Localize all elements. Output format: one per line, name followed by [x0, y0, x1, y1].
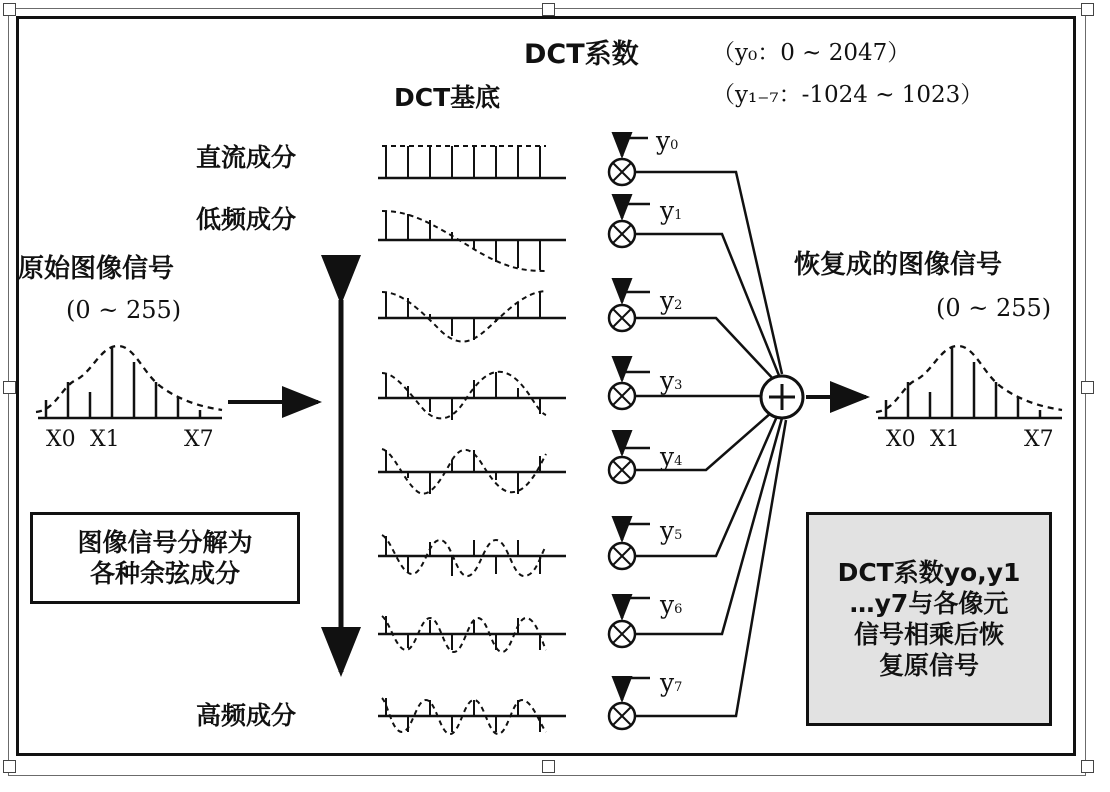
row-label-high-frequency: 高频成分	[196, 701, 297, 730]
coefficient-letter-y6: y	[660, 590, 675, 619]
resize-handle-bottom-center[interactable]	[542, 760, 555, 773]
right-note-box	[806, 512, 1052, 726]
coefficient-index-y1: 1	[674, 208, 683, 223]
left-axis-label-x1: X1	[90, 427, 120, 452]
coefficient-index-y2: 2	[674, 298, 683, 313]
coefficient-letter-y7: y	[660, 668, 675, 697]
coefficient-letter-y3: y	[660, 366, 675, 395]
right-note-line-3: 信号相乘后恢	[853, 620, 1004, 649]
coefficient-label-y6	[660, 590, 682, 619]
left-note-line-2: 各种余弦成分	[89, 559, 240, 588]
dct-coefficients-title: DCT系数	[524, 39, 639, 70]
left-axis-label-x0: X0	[46, 427, 76, 452]
coefficient-letter-y0: y	[656, 126, 671, 155]
coefficient-letter-y1: y	[660, 196, 675, 225]
dct-basis-title: DCT基底	[394, 83, 501, 112]
range-y1-y7-label: （y₁₋₇：-1024 ~ 1023）	[712, 82, 984, 108]
left-axis-label-x7: X7	[184, 427, 214, 452]
left-signal-range: (0 ~ 255)	[66, 296, 182, 324]
coefficient-index-y0: 0	[670, 138, 679, 153]
right-note-line-2: …y7与各像元	[849, 588, 1009, 618]
row-label-low-frequency: 低频成分	[196, 205, 297, 234]
resize-handle-middle-right[interactable]	[1081, 381, 1094, 394]
coefficient-label-y3	[660, 366, 682, 395]
coefficient-label-y0	[656, 126, 678, 155]
coefficient-letter-y4: y	[660, 442, 675, 471]
right-signal-range: (0 ~ 255)	[936, 294, 1052, 322]
row-label-dc: 直流成分	[196, 143, 297, 172]
resize-handle-top-center[interactable]	[542, 3, 555, 16]
left-signal-title: 原始图像信号	[18, 254, 175, 284]
right-note-line-4: 复原信号	[878, 651, 979, 681]
coefficient-letter-y5: y	[660, 516, 675, 545]
coefficient-index-y6: 6	[674, 602, 683, 617]
left-note-line-1: 图像信号分解为	[77, 527, 253, 557]
range-y0-label: （y₀：0 ~ 2047）	[712, 40, 911, 66]
left-note-box	[30, 512, 300, 604]
right-axis-label-x7: X7	[1024, 427, 1054, 452]
right-note-line-1: DCT系数yo,y1	[837, 557, 1021, 587]
resize-handle-bottom-right[interactable]	[1081, 760, 1094, 773]
coefficient-letter-y2: y	[660, 286, 675, 315]
coefficient-index-y7: 7	[674, 680, 683, 695]
resize-handle-middle-left[interactable]	[3, 381, 16, 394]
coefficient-index-y4: 4	[674, 454, 683, 469]
coefficient-label-y1	[660, 196, 682, 225]
resize-handle-bottom-left[interactable]	[3, 760, 16, 773]
coefficient-label-y2	[660, 286, 682, 315]
resize-handle-top-right[interactable]	[1081, 3, 1094, 16]
coefficient-index-y3: 3	[674, 378, 683, 393]
right-axis-label-x1: X1	[930, 427, 960, 452]
coefficient-index-y5: 5	[674, 528, 683, 543]
right-signal-title: 恢复成的图像信号	[794, 250, 1003, 280]
coefficient-label-y5	[660, 516, 682, 545]
coefficient-label-y7	[660, 668, 682, 697]
right-axis-label-x0: X0	[886, 427, 916, 452]
coefficient-label-y4	[660, 442, 682, 471]
resize-handle-top-left[interactable]	[3, 3, 16, 16]
